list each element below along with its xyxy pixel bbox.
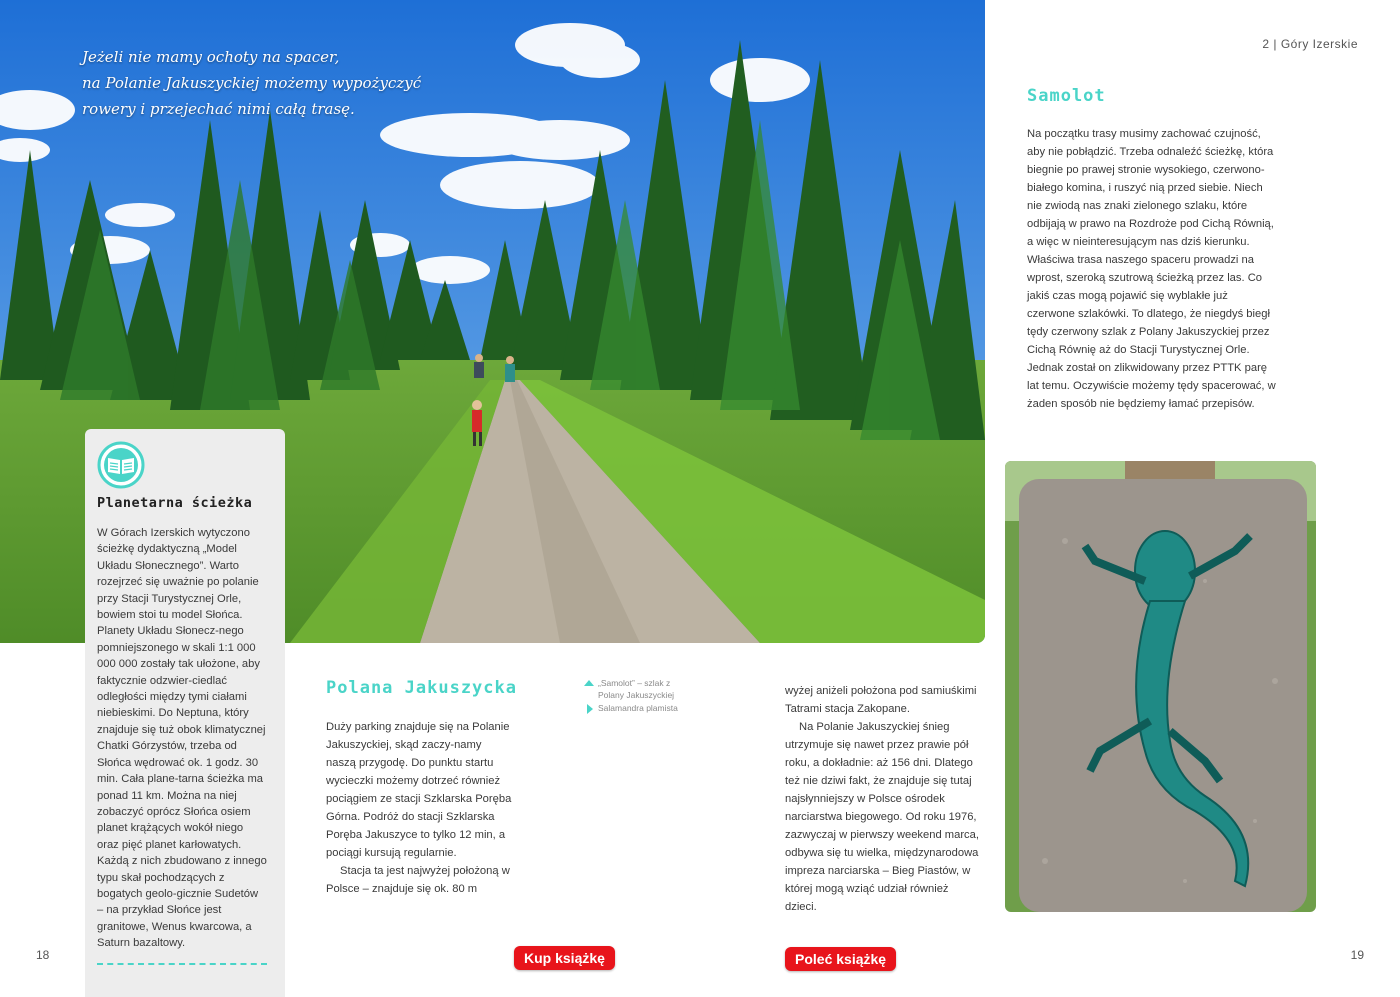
photo-caption — [82, 44, 462, 122]
column-three-paragraph: Na Polanie Jakuszyckiej śnieg utrzymuje się nawet przez prawie pół roku, a dokładnie: aż 156 dni. Dlatego też nie dziwi fakt, że znajduje się tutaj najsłynniejszy w Polsce ośrodek narciarstwa biegowego. Od roku 1976, zazwyczaj w pierwszy weekend marca, odbywa się tu wielka, międzynarodowa impreza narciarska – Bieg Piastów, w której mogą wziąć udział również dzieci. — [785, 721, 979, 913]
legend-label: Salamandra plamista — [598, 703, 678, 713]
column-three — [785, 682, 981, 916]
page-number-right: 19 — [1350, 948, 1364, 962]
open-book-icon — [97, 441, 145, 489]
sidebox-title: Planetarna ścieżka — [97, 495, 253, 511]
caption-line: rowery i przejechać nimi całą trasę. — [82, 100, 355, 118]
photo-legend — [584, 678, 684, 717]
section-title-samolot: Samolot — [1027, 86, 1106, 106]
caption-line: na Polanie Jakuszyckiej możemy wypożyczyć — [82, 74, 422, 92]
polana-paragraph: Duży parking znajduje się na Polanie Jakuszyckiej, skąd zaczy-namy naszą przygodę. Do punktu startu wycieczki możemy dotrzeć również pociągiem ze stacji Szklarska Poręba Górna. Podróż do stacji Szklarska Poręba Jakuszyce to tylko 12 min, a pociągi kursują regularnie. — [326, 721, 512, 859]
dashed-divider — [97, 963, 267, 965]
samolot-column — [1027, 125, 1277, 413]
recommend-book-button[interactable]: Poleć książkę — [785, 947, 896, 971]
legend-label: „Samolot” – szlak z Polany Jakuszyckiej — [598, 678, 675, 700]
page-number-left: 18 — [36, 948, 50, 962]
running-head: 2 | Góry Izerskie — [1262, 37, 1358, 51]
section-title-polana: Polana Jakuszycka — [326, 678, 517, 698]
arrow-right-icon — [587, 704, 593, 714]
arrow-up-icon — [584, 680, 594, 686]
column-three-paragraph: wyżej aniżeli położona pod samiuśkimi Tatrami stacja Zakopane. — [785, 685, 977, 715]
info-sidebox — [85, 429, 285, 997]
salamander-photo — [1005, 461, 1316, 912]
sidebox-body: W Górach Izerskich wytyczono ścieżkę dydaktyczną „Model Układu Słonecznego”. Warto rozejrzeć się uważnie po polanie przy Stacji Turystycznej Orle, bowiem stoi tu model Słońca. Planety Układu Słonecz-nego pomniejszonego w skali 1:1 000 000 000 zostały tak ułożone, aby faktycznie odzwier-ciedlać odległości między tymi ciałami niebieskimi. Do Neptuna, który znajduje się tuż obok klimatycznej Chatki Górzystów, trzeba od Słońca wędrować ok. 1 godz. 30 min. Cała plane-tarna ścieżka ma ponad 11 km. Można na niej zobaczyć oprócz Słońca osiem planet krążących wokół niego oraz pięć planet karłowatych. Każdą z nich zbudowano z innego typu skał pochodzących z bogatych geolo-gicznie Sudetów – na przykład Słońce jest granitowe, Wenus kwarcowa, a Saturn bazaltowy. — [97, 527, 267, 950]
caption-line: Jeżeli nie mamy ochoty na spacer, — [82, 48, 340, 66]
samolot-paragraph: Na początku trasy musimy zachować czujność, aby nie pobłądzić. Trzeba odnaleźć ścieżkę, która biegnie po prawej stronie wysokiego, czerwono-białego komina, i ruszyć nią przed siebie. Niech nie zwiodą nas znaki zielonego szlaku, które odbijają w prawo na Rozdroże pod Cichą Równią, a więc w nieinteresującym nas dziś kierunku. Właściwa trasa naszego spaceru prowadzi na wprost, szeroką szutrową ścieżką przez las. Co jakiś czas mogą pojawić się wyblakłe już czerwone szlakówki. To dlatego, że niegdyś biegł tędy czerwony szlak z Polany Jakuszyckiej przez Cichą Równię aż do Stacji Turystycznej Orle. Jednak został on zlikwidowany przez PTTK parę lat temu. Oczywiście możemy tędy spacerować, w żaden sposób nie będziemy łamać przepisów. — [1027, 128, 1276, 410]
legend-item — [584, 678, 684, 701]
buy-book-button[interactable]: Kup książkę — [514, 946, 615, 970]
legend-item — [584, 703, 684, 715]
polana-paragraph: Stacja ta jest najwyżej położoną w Polsce – znajduje się ok. 80 m — [326, 865, 510, 895]
polana-column — [326, 718, 512, 898]
